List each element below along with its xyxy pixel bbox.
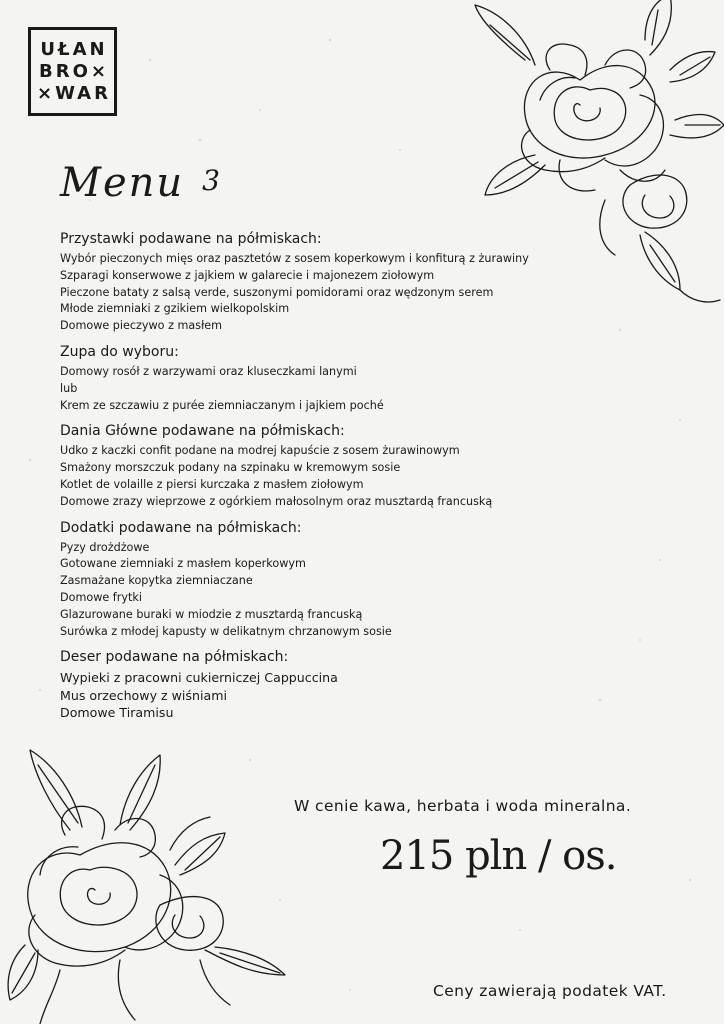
- section-soup: [60, 343, 620, 414]
- section-heading: Przystawki podawane na półmiskach:: [60, 231, 322, 247]
- menu-item: Udko z kaczki confit podane na modrej kapuście z sosem żurawinowym: [60, 444, 460, 458]
- section-dessert: [60, 648, 620, 722]
- logo-line-2: BRO×: [39, 60, 109, 82]
- menu-item: Surówka z młodej kapusty w delikatnym chrzanowym sosie: [60, 624, 392, 638]
- menu-item: Glazurowane buraki w miodzie z musztardą francuską: [60, 607, 363, 621]
- section-heading: Dodatki podawane na półmiskach:: [60, 519, 302, 536]
- menu-item: lub: [60, 381, 78, 395]
- menu-item: Domowe pieczywo z masłem: [60, 319, 223, 333]
- menu-sections: [60, 230, 620, 730]
- section-main-courses: [60, 422, 620, 510]
- menu-title-number: 3: [202, 164, 222, 197]
- vat-note: Ceny zawierają podatek VAT.: [433, 982, 667, 1000]
- menu-item: Krem ze szczawiu z purée ziemniaczanym i jajkiem poché: [60, 398, 384, 412]
- price-per-person: 215 pln / os.: [380, 833, 617, 879]
- menu-item: Wybór pieczonych mięs oraz pasztetów z sosem koperkowym i konfiturą z żurawiny: [60, 252, 529, 265]
- section-heading: Dania Główne podawane na półmiskach:: [60, 423, 345, 440]
- menu-item: Pieczone bataty z salsą verde, suszonymi pomidorami oraz wędzonym serem: [60, 285, 494, 299]
- included-drinks-note: W cenie kawa, herbata i woda mineralna.: [294, 797, 632, 815]
- menu-item: Kotlet de volaille z piersi kurczaka z masłem ziołowym: [60, 477, 364, 491]
- menu-item: Szparagi konserwowe z jajkiem w galarecie i majonezem ziołowym: [60, 268, 435, 282]
- logo-line-1: UŁAN: [40, 38, 108, 60]
- menu-item: Smażony morszczuk podany na szpinaku w kremowym sosie: [60, 461, 401, 475]
- menu-item: Domowe zrazy wieprzowe z ogórkiem małosolnym oraz musztardą francuską: [60, 494, 493, 508]
- menu-title: [60, 160, 222, 206]
- peony-illustration-bottom-left: [0, 735, 300, 1024]
- menu-item: Zasmażane kopytka ziemniaczane: [60, 574, 253, 588]
- section-heading: Zupa do wyboru:: [60, 343, 179, 360]
- menu-item: Domowy rosół z warzywami oraz kluseczkami lanymi: [60, 364, 357, 378]
- brand-logo: [28, 27, 117, 116]
- menu-item: Mus orzechowy z wiśniami: [60, 687, 227, 703]
- menu-item: Domowe frytki: [60, 590, 142, 604]
- logo-line-3: ×WAR: [37, 82, 111, 104]
- menu-item: Domowe Tiramisu: [60, 705, 174, 721]
- section-heading: Deser podawane na półmiskach:: [60, 649, 289, 666]
- menu-title-word: Menu: [60, 160, 185, 206]
- menu-item: Pyzy drożdżowe: [60, 540, 150, 554]
- menu-item: Gotowane ziemniaki z masłem koperkowym: [60, 557, 306, 571]
- section-sides: [60, 519, 620, 641]
- section-appetizers: [60, 230, 620, 335]
- menu-item: Wypieki z pracowni cukierniczej Cappuccina: [60, 670, 338, 686]
- menu-item: Młode ziemniaki z gzikiem wielkopolskim: [60, 302, 290, 316]
